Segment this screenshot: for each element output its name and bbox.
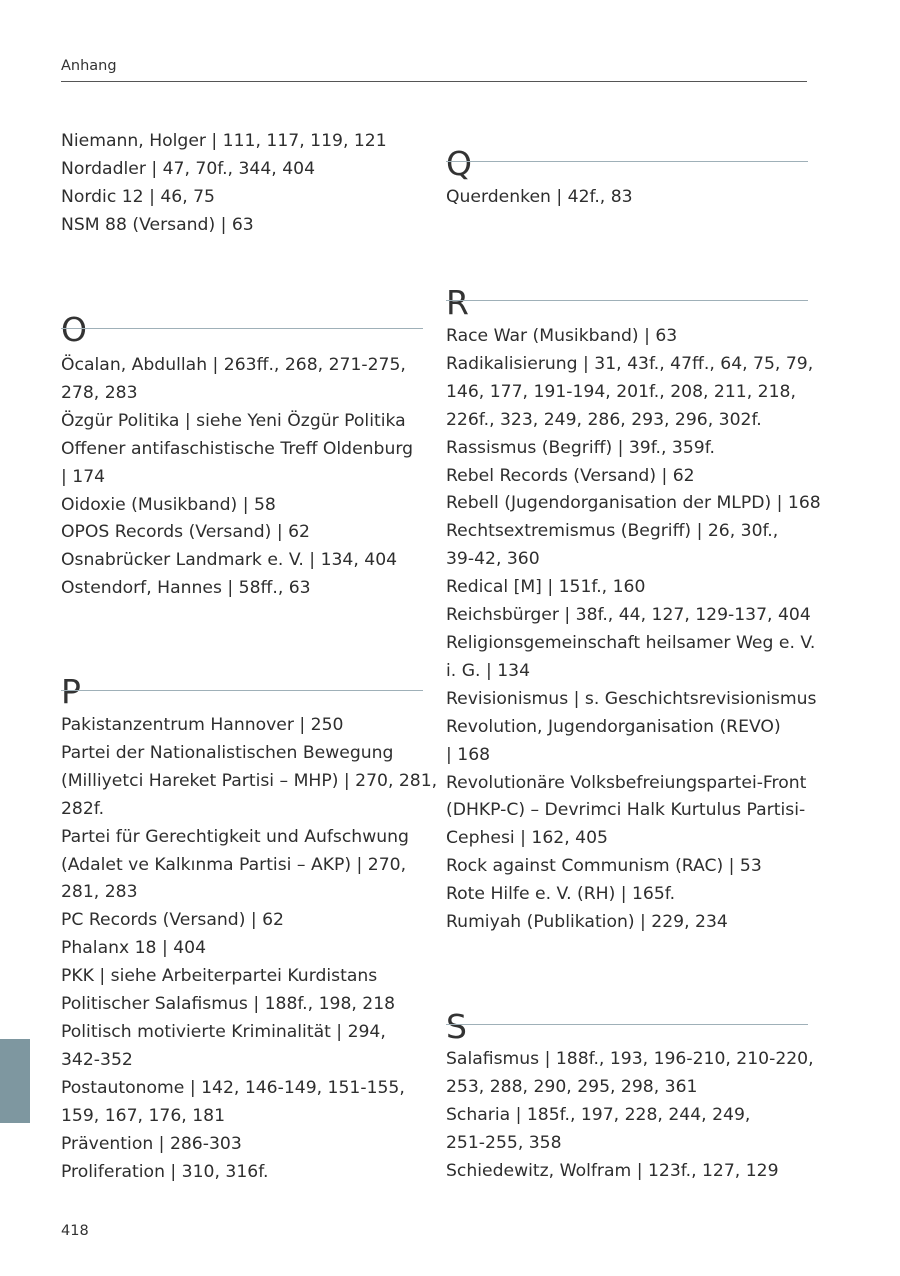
index-entry-line: Revolutionäre Volksbefreiungspartei-Front: [446, 772, 807, 793]
index-entry-line: Ostendorf, Hannes | 58ff., 63: [61, 578, 311, 599]
index-entry-line: PKK | siehe Arbeiterpartei Kurdistans: [61, 966, 378, 987]
index-entry-line: Politischer Salafismus | 188f., 198, 218: [61, 994, 396, 1015]
index-entry-line: Scharia | 185f., 197, 228, 244, 249,: [446, 1104, 751, 1125]
index-entry-line: Partei für Gerechtigkeit und Aufschwung: [61, 826, 409, 847]
index-entry-line: PC Records (Versand) | 62: [61, 910, 284, 931]
index-entry-line: i. G. | 134: [446, 660, 531, 681]
index-entry-line: Partei der Nationalistischen Bewegung: [61, 742, 394, 763]
index-entry-line: Oidoxie (Musikband) | 58: [61, 494, 276, 515]
section-rule-q: [446, 161, 808, 162]
section-letter-o: O: [61, 310, 87, 350]
index-entry-line: Rebel Records (Versand) | 62: [446, 465, 695, 486]
index-entry-line: Race War (Musikband) | 63: [446, 326, 678, 346]
index-entry-line: Offener antifaschistische Treff Oldenburg: [61, 438, 414, 459]
index-entry-line: (Adalet ve Kalkınma Partisi – AKP) | 270,: [61, 854, 407, 875]
index-entry-line: Reichsbürger | 38f., 44, 127, 129-137, 404: [446, 605, 811, 626]
index-entry-line: Nordadler | 47, 70f., 344, 404: [61, 158, 316, 179]
entry-list-r: [446, 323, 821, 937]
index-entry-line: Redical [M] | 151f., 160: [446, 577, 646, 598]
index-entry-line: Rumiyah (Publikation) | 229, 234: [446, 912, 728, 933]
index-entry-line: Religionsgemeinschaft heilsamer Weg e. V.: [446, 632, 816, 653]
thumb-index-tab: [0, 1039, 30, 1123]
index-entry-line: Rote Hilfe e. V. (RH) | 165f.: [446, 884, 676, 905]
index-entry-line: Osnabrücker Landmark e. V. | 134, 404: [61, 550, 398, 571]
section-rule-r: [446, 300, 808, 301]
index-entry-line: 281, 283: [61, 882, 138, 903]
section-rule-o: [61, 328, 423, 329]
index-entry-line: 342-352: [61, 1049, 133, 1070]
index-entry-line: Rebell (Jugendorganisation der MLPD) | 168: [446, 493, 821, 514]
section-letter-s: S: [446, 1007, 467, 1047]
index-entry-line: 282f.: [61, 798, 105, 819]
entry-list-n-continued: [61, 128, 433, 240]
running-head: Anhang: [61, 58, 117, 74]
entry-list-q: [446, 184, 818, 212]
index-entry-line: Revolution, Jugendorganisation (REVO): [446, 716, 781, 737]
index-entry-line: 39-42, 360: [446, 549, 540, 570]
section-rule-p: [61, 690, 423, 691]
section-rule-s: [446, 1024, 808, 1025]
index-entry-line: Politisch motivierte Kriminalität | 294,: [61, 1021, 386, 1042]
index-entry-line: OPOS Records (Versand) | 62: [61, 522, 310, 543]
header-rule: [61, 81, 807, 82]
index-entry-line: Rassismus (Begriff) | 39f., 359f.: [446, 437, 716, 458]
index-entry-line: Phalanx 18 | 404: [61, 938, 207, 959]
index-entry-line: 146, 177, 191-194, 201f., 208, 211, 218,: [446, 381, 796, 402]
index-entry-line: 226f., 323, 249, 286, 293, 296, 302f.: [446, 409, 762, 430]
index-entry-line: Cephesi | 162, 405: [446, 828, 608, 849]
index-entry-line: | 168: [446, 744, 491, 765]
index-entry-line: Niemann, Holger | 111, 117, 119, 121: [61, 131, 387, 151]
index-entry-line: | 174: [61, 466, 106, 487]
index-entry-line: 253, 288, 290, 295, 298, 361: [446, 1076, 698, 1097]
index-entry-line: Querdenken | 42f., 83: [446, 187, 633, 207]
index-entry-line: Revisionismus | s. Geschichtsrevisionismus: [446, 688, 817, 709]
entry-list-s: [446, 1046, 818, 1186]
index-entry-line: 159, 167, 176, 181: [61, 1105, 226, 1126]
index-entry-line: (DHKP-C) – Devrimci Halk Kurtulus Partisi-: [446, 800, 806, 821]
index-entry-line: Postautonome | 142, 146-149, 151-155,: [61, 1077, 405, 1098]
index-entry-line: Pakistanzentrum Hannover | 250: [61, 715, 344, 735]
page-number: 418: [61, 1223, 89, 1239]
entry-list-o: [61, 352, 433, 603]
index-entry-line: Rechtsextremismus (Begriff) | 26, 30f.,: [446, 521, 779, 542]
index-entry-line: 278, 283: [61, 382, 138, 403]
section-letter-p: P: [61, 672, 81, 712]
index-entry-line: (Milliyetci Hareket Partisi – MHP) | 270, 281,: [61, 770, 438, 791]
entry-list-p: [61, 712, 438, 1186]
index-entry-line: Özgür Politika | siehe Yeni Özgür Politika: [61, 410, 406, 431]
index-entry-line: Prävention | 286-303: [61, 1133, 242, 1154]
section-letter-q: Q: [446, 144, 472, 184]
index-entry-line: Salafismus | 188f., 193, 196-210, 210-220,: [446, 1049, 814, 1069]
index-entry-line: Rock against Communism (RAC) | 53: [446, 856, 762, 877]
index-entry-line: Proliferation | 310, 316f.: [61, 1161, 269, 1182]
section-letter-r: R: [446, 283, 469, 323]
index-entry-line: Nordic 12 | 46, 75: [61, 186, 215, 207]
index-entry-line: Schiedewitz, Wolfram | 123f., 127, 129: [446, 1160, 779, 1181]
index-entry-line: NSM 88 (Versand) | 63: [61, 214, 254, 235]
index-entry-line: Öcalan, Abdullah | 263ff., 268, 271-275,: [61, 355, 406, 375]
index-entry-line: Radikalisierung | 31, 43f., 47ff., 64, 75, 79,: [446, 353, 814, 374]
index-entry-line: 251-255, 358: [446, 1132, 562, 1153]
